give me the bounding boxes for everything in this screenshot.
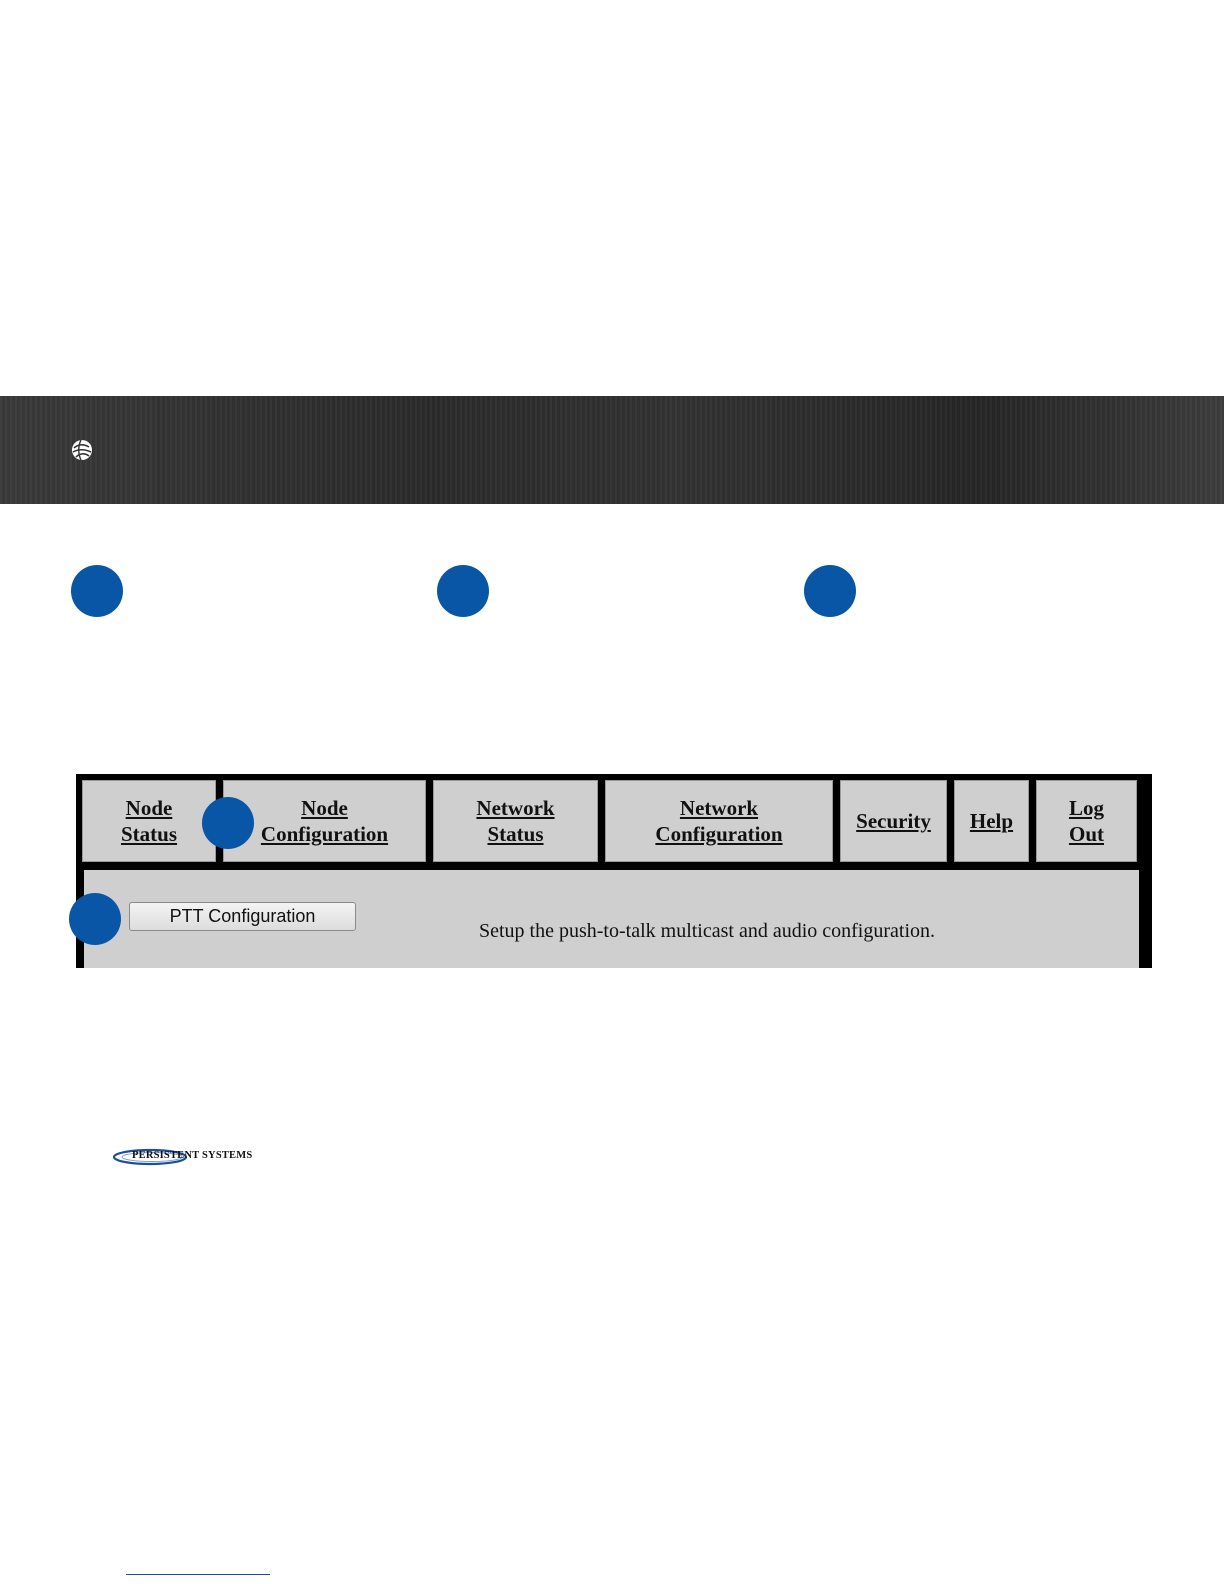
tab-label-line: Log: [1068, 796, 1104, 820]
tab-label-line: Status: [487, 822, 544, 846]
header-band: [0, 396, 1224, 504]
tab-label-line: Help: [969, 809, 1014, 833]
callout-marker-2: [437, 565, 489, 617]
tab-label-line: Configuration: [260, 822, 389, 846]
tab-log-out[interactable]: [1036, 780, 1137, 862]
tab-label-line: Network: [679, 796, 759, 820]
tab-label-line: Configuration: [655, 822, 783, 846]
callout-marker-1: [71, 565, 123, 617]
tab-label-line: Status: [120, 822, 178, 846]
configuration-panel: [84, 870, 1139, 968]
tab-label-line: Security: [856, 809, 931, 833]
tab-network-status[interactable]: [433, 780, 598, 862]
footer-divider: [126, 1574, 270, 1575]
callout-marker-5: [69, 893, 121, 945]
tab-network-configuration[interactable]: [605, 780, 833, 862]
persistent-systems-globe-icon: [70, 438, 94, 462]
logo-text: PERSISTENT SYSTEMS: [132, 1150, 253, 1161]
tab-label-line: Node: [301, 796, 348, 820]
tab-help[interactable]: [954, 780, 1029, 862]
ptt-configuration-button[interactable]: PTT Configuration: [129, 902, 356, 931]
callout-marker-3: [804, 565, 856, 617]
tab-label-line: Network: [476, 796, 555, 820]
ptt-description: Setup the push-to-talk multicast and audio configuration.: [479, 920, 936, 942]
tab-security[interactable]: [840, 780, 947, 862]
tab-label-line: Node: [125, 796, 173, 820]
tab-node-status[interactable]: [82, 780, 216, 862]
tab-label-line: Out: [1068, 822, 1104, 846]
persistent-systems-logo: [112, 1146, 262, 1168]
callout-marker-4: [202, 797, 254, 849]
